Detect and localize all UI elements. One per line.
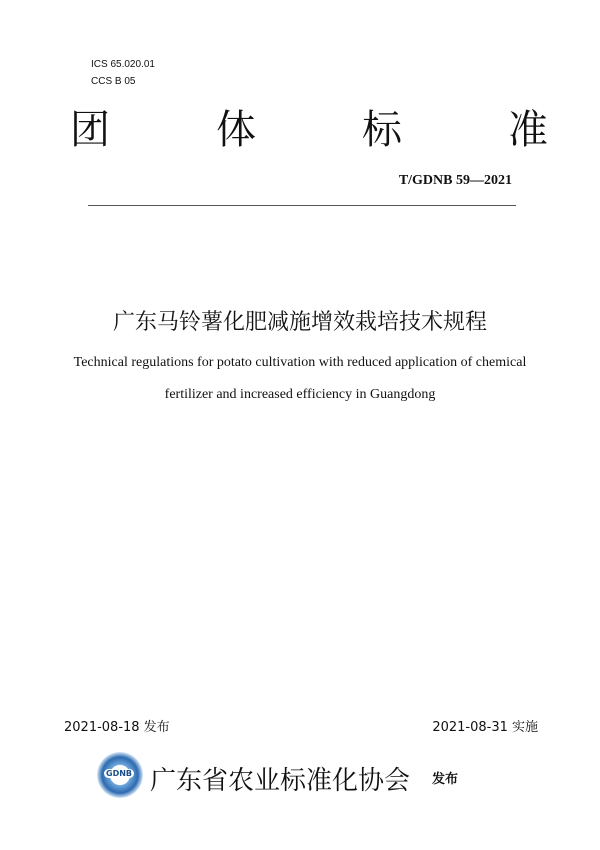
issue-date: 2021-08-18 发布 — [64, 720, 170, 735]
kind-char: 团 — [70, 107, 112, 153]
ics-code: ICS 65.020.01 — [91, 59, 155, 70]
publish-label: 发布 — [432, 772, 459, 787]
ccs-code: CCS B 05 — [91, 76, 136, 87]
kind-char: 准 — [508, 107, 550, 153]
title-english-line1: Technical regulations for potato cultivation with reduced application of chemical — [73, 355, 527, 370]
logo-text: GDNB — [106, 769, 132, 778]
title-chinese: 广东马铃薯化肥减施增效栽培技术规程 — [112, 310, 487, 335]
kind-char: 标 — [362, 107, 404, 153]
classification-codes — [91, 56, 155, 90]
title-english-line2: fertilizer and increased efficiency in Guangdong — [164, 387, 436, 402]
gdnb-logo — [97, 752, 143, 798]
implement-date: 2021-08-31 实施 — [432, 720, 538, 735]
divider — [88, 205, 516, 206]
publisher-name: 广东省农业标准化协会 — [150, 766, 411, 796]
kind-char: 体 — [216, 107, 258, 153]
standard-number: T/GDNB 59—2021 — [398, 173, 512, 188]
standard-kind — [70, 98, 550, 155]
